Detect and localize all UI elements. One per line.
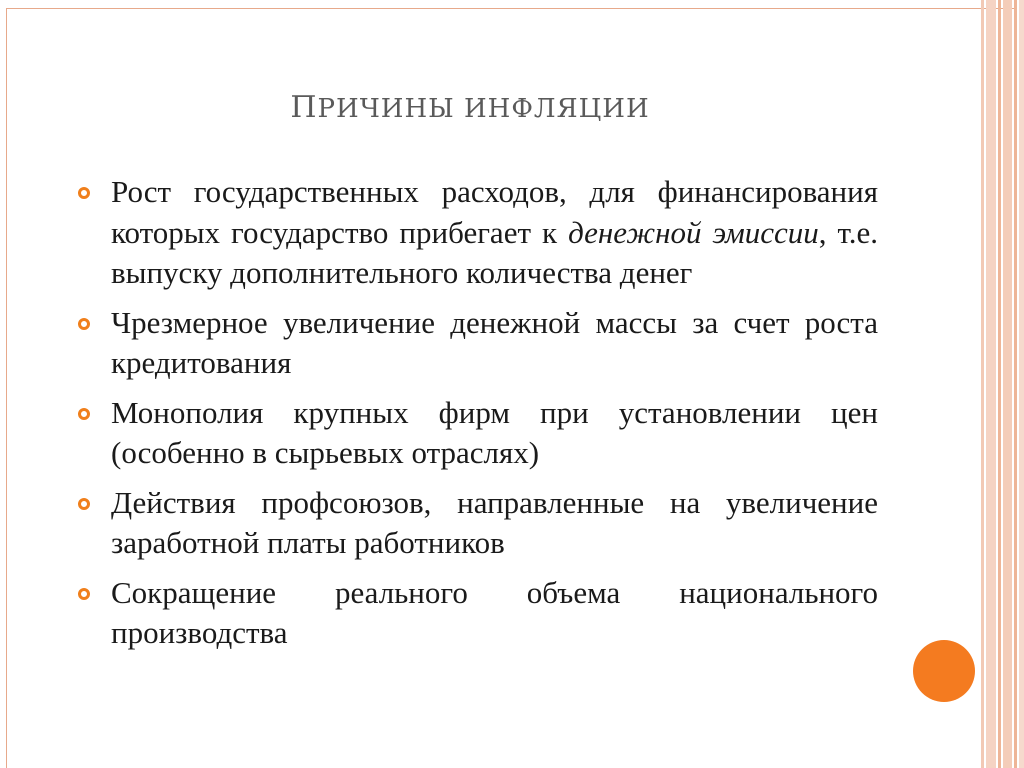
bullet-item bbox=[78, 573, 878, 654]
bullet-emphasis: денежной эмиссии bbox=[568, 214, 819, 250]
bullet-text: , т.е. выпуску дополнительного количества денег bbox=[111, 214, 878, 290]
bullet-item bbox=[78, 393, 878, 474]
decorative-stripe bbox=[1003, 0, 1012, 768]
decorative-stripe bbox=[1019, 0, 1024, 768]
bullet-text: Сокращение реального объема национального производства bbox=[111, 574, 878, 650]
bullet-item bbox=[78, 483, 878, 564]
bullet-item bbox=[78, 303, 878, 384]
title-rest: РИЧИНЫ ИНФЛЯЦИИ bbox=[317, 94, 650, 124]
title-first-letter: П bbox=[290, 90, 318, 125]
decorative-stripe bbox=[981, 0, 984, 768]
bullet-circle-icon bbox=[78, 408, 90, 420]
decorative-stripe bbox=[998, 0, 1001, 768]
slide-title bbox=[230, 90, 710, 125]
bullet-list bbox=[78, 172, 878, 663]
bullet-circle-icon bbox=[78, 187, 90, 199]
decorative-stripe bbox=[986, 0, 996, 768]
bullet-text: Чрезмерное увеличение денежной массы за счет роста кредитования bbox=[111, 304, 878, 380]
bullet-circle-icon bbox=[78, 318, 90, 330]
decorative-stripe bbox=[1014, 0, 1017, 768]
orange-circle-decoration bbox=[913, 640, 975, 702]
bullet-text: Действия профсоюзов, направленные на увеличение заработной платы работников bbox=[111, 484, 878, 560]
bullet-item bbox=[78, 172, 878, 294]
bullet-text: Рост государственных расходов, для финансирования которых государство прибегает к bbox=[111, 174, 878, 250]
bullet-text: Монополия крупных фирм при установлении цен (особенно в сырьевых отраслях) bbox=[111, 394, 878, 470]
bullet-circle-icon bbox=[78, 498, 90, 510]
bullet-circle-icon bbox=[78, 588, 90, 600]
